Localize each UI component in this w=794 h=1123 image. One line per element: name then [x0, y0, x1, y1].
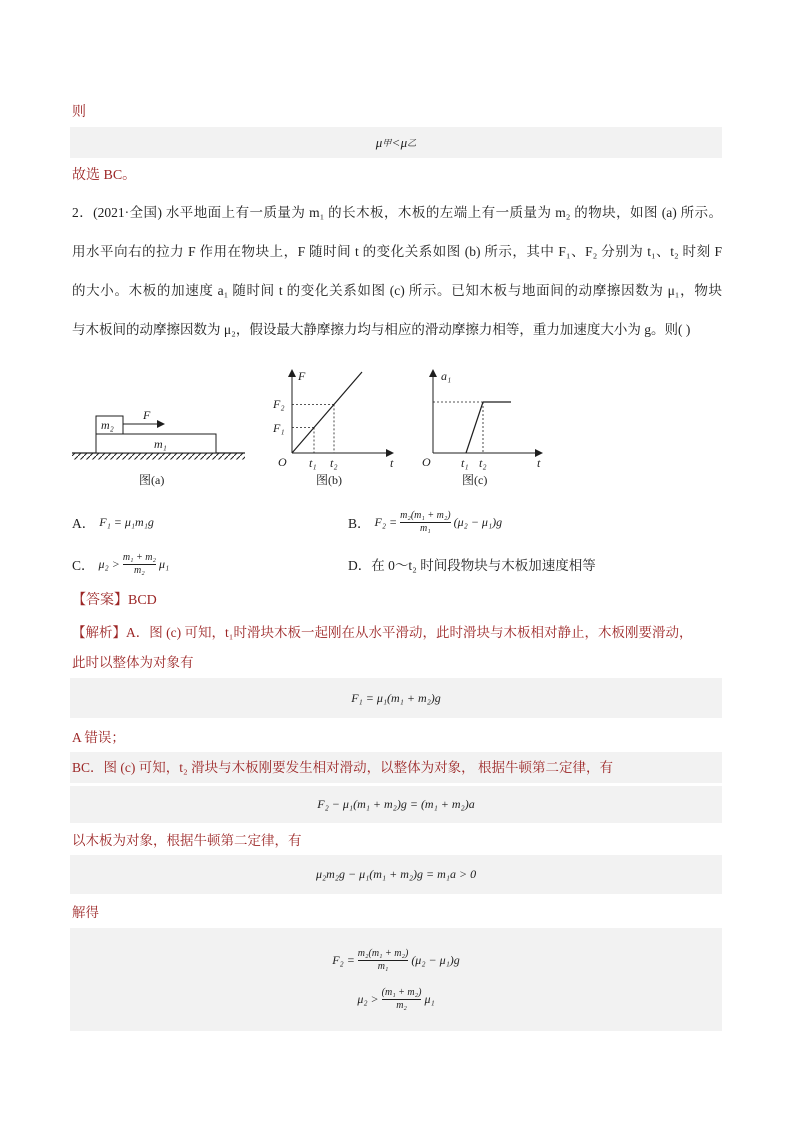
option-b-rest: (μ₂ − μ₁)g — [453, 514, 503, 529]
c-t2-label: t₂ — [479, 456, 487, 470]
equation-3: μ₂m₂g − μ₁(m₁ + m₂)g = m₁a > 0 — [315, 867, 477, 881]
option-c-fraction — [123, 552, 156, 577]
equation-4 — [332, 948, 460, 973]
option-c-rest: μ₁ — [158, 556, 170, 571]
bc-analysis-line: BC．图 (c) 可知，t₂ 滑块与木板刚要发生相对滑动，以整体为对象， 根据牛顿第二定律，有 — [72, 760, 613, 775]
question-line-3: 的大小。木板的加速度 a₁ 随时间 t 的变化关系如图 (c) 所示。已知木板与地面间的动摩擦因数为 μ₁，物块 — [72, 283, 722, 298]
equation-1: F₁ = μ₁(m₁ + m₂)g — [351, 690, 441, 705]
equation-4-fraction — [358, 948, 409, 973]
equation-3-box — [70, 855, 722, 894]
conclusion-text: 故选 BC。 — [72, 168, 137, 183]
option-b-numerator: m₂(m₁ + m₂) — [400, 509, 451, 521]
bc-analysis-box — [70, 752, 722, 783]
option-c-lhs: μ₂ > — [98, 556, 120, 571]
a-wrong-text: A 错误； — [72, 730, 125, 745]
block-mass-label: m₂ — [101, 418, 114, 432]
equation-5-lhs: μ₂ > — [357, 991, 379, 1006]
ground-hatch — [72, 454, 245, 460]
equation-2: F₂ − μ₁(m₁ + m₂)g = (m₁ + m₂)a — [317, 797, 475, 811]
solve-text: 解得 — [72, 905, 99, 920]
equation-4-rest: (μ₂ − μ₁)g — [411, 952, 460, 967]
mu-a-sub: 甲 — [382, 138, 392, 148]
mu-b: μ — [400, 134, 408, 150]
mu-b-sub: 乙 — [407, 138, 417, 148]
option-b-denominator: m₁ — [400, 522, 451, 535]
caption-b: 图(b) — [316, 473, 342, 487]
b-f1-label: F₁ — [273, 421, 285, 435]
board-object-text: 以木板为对象，根据牛顿第二定律，有 — [72, 833, 302, 848]
c-y-axis-label: a₁ — [441, 369, 452, 383]
equation-2-box — [70, 786, 722, 823]
b-y-axis-label: F — [298, 369, 306, 383]
figure-b — [272, 369, 394, 487]
analysis-line-2: 此时以整体为对象有 — [72, 655, 194, 670]
option-b-formula — [375, 510, 503, 535]
equation-4-lhs: F₂ = — [332, 952, 355, 967]
option-b-lhs: F₂ = — [374, 514, 398, 529]
formula-box-mu-compare — [70, 127, 722, 158]
board-mass-label: m₁ — [154, 437, 167, 451]
option-d-label: D． — [348, 558, 372, 573]
option-c — [72, 546, 169, 582]
option-c-denominator: m₂ — [123, 564, 156, 577]
option-c-label: C． — [72, 558, 95, 573]
equation-5 — [357, 987, 434, 1012]
equation-5-denominator: m₂ — [382, 999, 422, 1012]
option-d — [348, 546, 596, 582]
option-b — [348, 504, 502, 540]
option-b-fraction — [400, 510, 451, 535]
option-a — [72, 504, 154, 540]
mu-a: μ — [375, 134, 383, 150]
figure-c — [422, 369, 542, 487]
option-c-numerator: m₁ + m₂ — [122, 551, 156, 563]
c-rising-segment — [466, 402, 483, 453]
b-f2-label: F₂ — [273, 397, 285, 411]
equation-5-fraction — [382, 987, 422, 1012]
question-line-4: 与木板间的动摩擦因数为 μ₂，假设最大静摩擦力均与相应的滑动摩擦力相等，重力加速度大小为 g。则( ) — [72, 322, 691, 337]
option-a-label: A． — [72, 516, 96, 531]
c-x-axis-label: t — [537, 456, 541, 470]
figure-a — [72, 408, 245, 487]
figures-svg — [0, 360, 600, 495]
less-than: < — [392, 134, 400, 150]
question-line-2: 用水平向右的拉力 F 作用在物块上，F 随时间 t 的变化关系如图 (b) 所示，其中 F₁、F₂ 分别为 t₁、t₂ 时刻 F — [72, 244, 722, 259]
b-origin-label: O — [278, 455, 287, 469]
option-a-formula: F₁ = μ₁m₁g — [99, 514, 154, 529]
answer-text: 【答案】BCD — [72, 593, 157, 608]
c-t1-label: t₁ — [461, 456, 469, 470]
equation-4-numerator: m₂(m₁ + m₂) — [357, 947, 409, 959]
caption-c: 图(c) — [462, 473, 488, 487]
equation-4-denominator: m₁ — [358, 960, 409, 973]
b-t1-label: t₁ — [309, 456, 317, 470]
option-c-formula — [99, 552, 170, 577]
then-text: 则 — [72, 105, 86, 120]
option-b-label: B． — [348, 516, 371, 531]
equation-5-rest: μ₁ — [424, 991, 435, 1006]
analysis-line-1: 【解析】A．图 (c) 可知，t₁时滑块木板一起刚在从水平滑动，此时滑块与木板相对静止，木板刚要滑动， — [72, 625, 693, 640]
option-d-text: 在 0～t₂ 时间段物块与木板加速度相等 — [371, 558, 596, 573]
b-force-line — [292, 372, 362, 453]
equation-4-5-box — [70, 928, 722, 1031]
b-x-axis-label: t — [390, 456, 394, 470]
equation-1-box — [70, 678, 722, 718]
force-label: F — [143, 408, 151, 422]
caption-a: 图(a) — [139, 473, 165, 487]
b-t2-label: t₂ — [330, 456, 338, 470]
equation-5-numerator: (m₁ + m₂) — [381, 986, 422, 998]
question-line-1: 2．(2021·全国) 水平地面上有一质量为 m₁ 的长木板，木板的左端上有一质量为 m₂ 的物块，如图 (a) 所示。 — [72, 205, 722, 220]
c-origin-label: O — [422, 455, 431, 469]
